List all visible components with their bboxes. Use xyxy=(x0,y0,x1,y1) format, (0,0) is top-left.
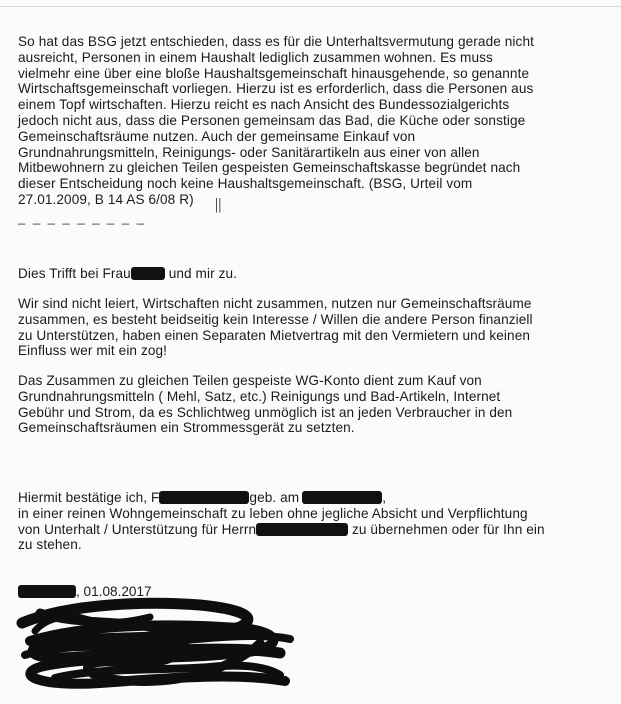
text-line: zu Unterstützen, haben einen Separaten Mietvertrag mit den Vermietern und keinen xyxy=(18,327,531,343)
text-fragment: und mir zu. xyxy=(164,266,238,281)
text-line: in einer reinen Wohngemeinschaft zu leben ohne jegliche Absicht und Verpflichtung xyxy=(18,505,528,521)
text-line: Gebühr und Strom, da es Schlichtweg unmöglich ist an jeden Verbraucher in den xyxy=(18,404,513,420)
text-line: zu stehen. xyxy=(18,537,82,553)
scan-edge xyxy=(0,6,621,7)
text-line: zusammen, es besteht beidseitig kein Interesse / Willen die andere Person finanziell xyxy=(18,311,533,327)
text-line: einem Topf wirtschaften. Hierzu reicht es nach Ansicht des Bundessozialgerichts xyxy=(18,97,510,113)
paragraph-wg-account xyxy=(18,373,613,436)
text-fragment: geb. am xyxy=(249,490,300,505)
text-fragment: zu übernehmen oder für Ihn ein xyxy=(348,521,545,537)
redaction-bar xyxy=(159,491,249,504)
text-line: Grundnahrungsmitteln, Reinigungs- oder Sanitärartikeln aus einer von allen xyxy=(18,144,480,160)
text-line: ausreicht, Personen in einem Haushalt lediglich zusammen wohnen. Es muss xyxy=(18,49,493,65)
date-text: , 01.08.2017 xyxy=(76,584,152,599)
text-fragment: Dies Trifft bei Frau xyxy=(18,266,131,281)
text-fragment: Hiermit bestätige ich, F xyxy=(18,490,160,505)
text-fragment: , xyxy=(382,490,387,505)
text-line: Das Zusammen zu gleichen Teilen gespeiste WG-Konto dient zum Kauf von xyxy=(18,373,482,388)
separator-dashes: _ _ _ _ _ _ _ _ _ xyxy=(18,210,146,225)
text-line: dieser Entscheidung noch keine Haushaltsgemeinschaft. (BSG, Urteil vom xyxy=(18,176,473,192)
text-line: Gemeinschaftsräume nutzen. Auch der gemeinsame Einkauf von xyxy=(18,128,416,144)
redaction-bar xyxy=(256,523,348,536)
handwritten-mark: || xyxy=(215,196,222,213)
text-line: vielmehr eine über eine bloße Haushaltsgemeinschaft hinausgehende, so genannte xyxy=(18,65,530,81)
redaction-bar xyxy=(131,267,165,280)
redaction-bar xyxy=(302,491,382,504)
signature-scribble xyxy=(10,583,300,698)
text-line: Gemeinschaftsräumen ein Strommessgerät zu setzten. xyxy=(18,420,355,436)
text-line: Grundnahrungsmitteln ( Mehl, Satz, etc.) Reinigungs und Bad-Artikeln, Internet xyxy=(18,388,501,404)
text-line: 27.01.2009, B 14 AS 6/08 R) xyxy=(18,191,194,207)
text-line: Wir sind nicht leiert, Wirtschaften nicht zusammen, nutzen nur Gemeinschaftsräume xyxy=(18,296,532,311)
text-line: jedoch nicht aus, dass die Personen gemeinsam das Bad, die Küche oder sonstige xyxy=(18,112,526,128)
paragraph-confirmation xyxy=(18,490,613,553)
text-line: Einfluss wer mit ein zog! xyxy=(18,343,168,359)
statement-frau xyxy=(18,266,613,282)
paragraph-bsg-ruling xyxy=(18,34,613,208)
text-line: So hat das BSG jetzt entschieden, dass es für die Unterhaltsvermutung gerade nicht xyxy=(18,34,534,49)
paragraph-no-economic-community xyxy=(18,296,613,359)
text-fragment: von Unterhalt / Unterstützung für Herrn xyxy=(18,521,257,537)
text-line: Wirtschaftsgemeinschaft vorliegen. Hierzu ist es erforderlich, dass die Personen aus xyxy=(18,81,534,97)
text-line: Mitbewohnern zu gleichen Teilen gespeisten Gemeinschaftskasse begründet nach xyxy=(18,160,521,176)
